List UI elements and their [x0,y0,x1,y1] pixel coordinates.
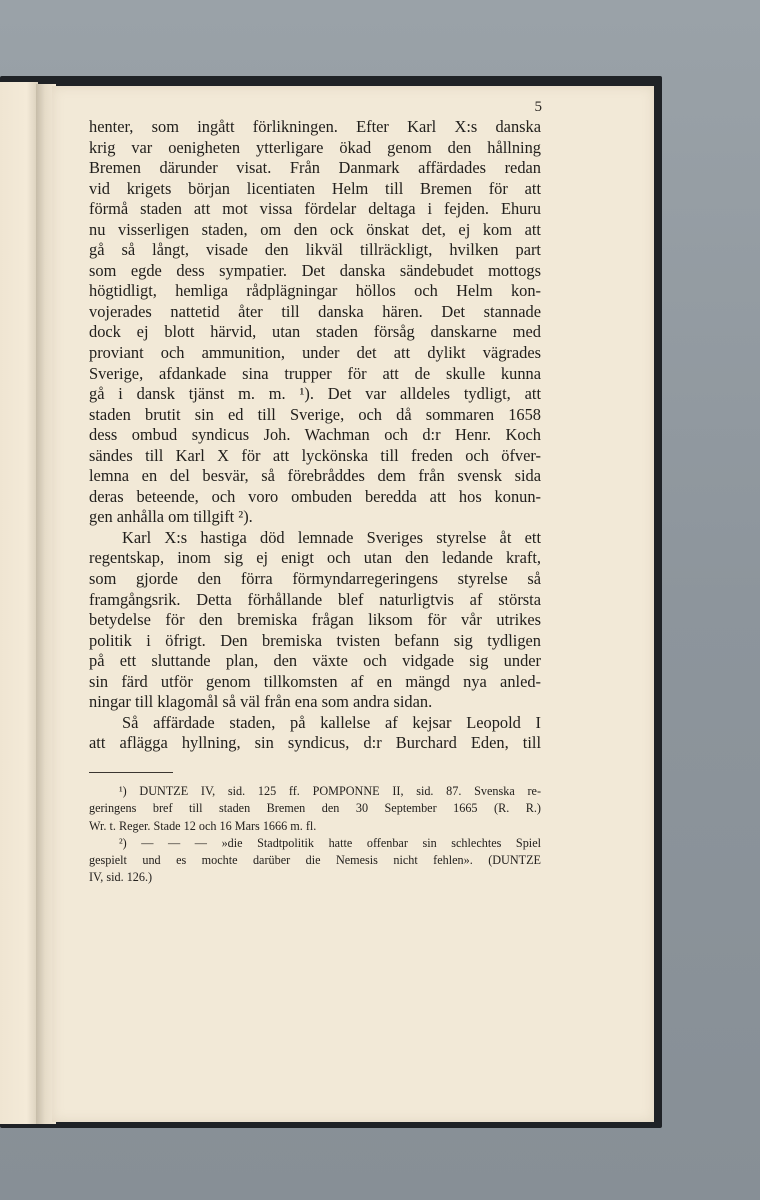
footnote-line: ²) — — — »die Stadtpolitik hatte offenbar sin schlechtes Spiel [119,835,541,850]
footnote-line: Wr. t. Reger. Stade 12 och 16 Mars 1666 m. fl. [89,818,317,833]
text-line: dock ej blott härvid, utan staden försåg danskarne med [89,322,541,342]
text-line: Karl X:s hastiga död lemnade Sveriges styrelse åt ett [122,527,541,547]
text-line: högtidligt, hemliga rådplägningar höllos och Helm kon- [89,281,541,301]
text-line: som gjorde den förra förmyndarregeringens styrelse så [89,569,541,589]
text-line: regentskap, inom sig ej enigt och utan den ledande kraft, [89,548,541,568]
text-line: politik i öfrigt. Den bremiska tvisten befann sig tydligen [89,630,541,650]
footnotes [89,783,541,887]
text-line: krig var oenigheten ytterligare ökad genom den hållning [89,137,541,157]
page-number: 5 [534,99,542,115]
text-line: Så affärdade staden, på kallelse af kejsar Leopold I [122,712,541,732]
text-line: gen anhålla om tillgift ²). [89,507,253,527]
text-line: dess ombud syndicus Joh. Wachman och d:r Henr. Koch [89,425,541,445]
text-line: att aflägga hyllning, sin syndicus, d:r Burchard Eden, till [89,733,541,753]
footnote-rule [89,772,173,773]
footnote-line: ¹) DUNTZE IV, sid. 125 ff. POMPONNE II, sid. 87. Svenska re- [119,784,541,798]
text-line: staden brutit sin ed till Sverige, och då sommaren 1658 [89,404,541,424]
text-line: förmå staden att mot vissa fördelar deltaga i fejden. Ehuru [89,199,541,219]
text-line: som egde dess sympatier. Det danska sändebudet mottogs [89,260,541,280]
text-line: proviant och ammunition, under det att dylikt vägrades [89,343,541,363]
footnote-line: gespielt und es mochte darüber die Nemesis nicht fehlen». (DUNTZE [89,853,541,868]
text-line: Sverige, afdankade sina trupper för att de skulle kunna [89,363,541,383]
footnote-line: geringens bref till staden Bremen den 30 September 1665 (R. R.) [89,801,541,816]
text-line: henter, som ingått förlikningen. Efter Karl X:s danska [89,117,541,136]
text-line: vojerades nattetid åter till danska hären. Det stannade [89,301,541,321]
text-line: vid krigets början licentiaten Helm till Bremen för att [89,178,541,198]
body-text [89,117,541,754]
left-page-edge [0,82,38,1124]
text-line: framgångsrik. Detta förhållande blef naturligtvis af största [89,589,541,609]
text-line: gå i dansk tjänst m. m. ¹). Det var alldeles tydligt, att [89,384,541,404]
footnote-line: IV, sid. 126.) [89,870,153,885]
text-line: ningar till klagomål så väl från ena som andra sidan. [89,692,433,712]
text-line: lemna en del besvär, så förebråddes dem från svensk sida [89,466,541,486]
text-line: deras beteende, och voro ombuden beredda att hos konun- [89,486,541,506]
text-line: Bremen därunder visat. Från Danmark affärdades redan [89,158,541,178]
text-line: sändes till Karl X för att lyckönska till freden och öfver- [89,445,541,465]
text-line: betydelse för den bremiska frågan liksom för vår utrikes [89,610,541,630]
text-line: gå så långt, visade den likväl tillräckligt, hvilken part [89,240,541,260]
text-line: sin färd utför genom tillkomsten af en mängd nya anled- [89,671,541,691]
text-line: på ett sluttande plan, den växte och vidgade sig under [89,651,541,671]
text-line: nu visserligen staden, om den ock önskat det, ej kom att [89,219,541,239]
